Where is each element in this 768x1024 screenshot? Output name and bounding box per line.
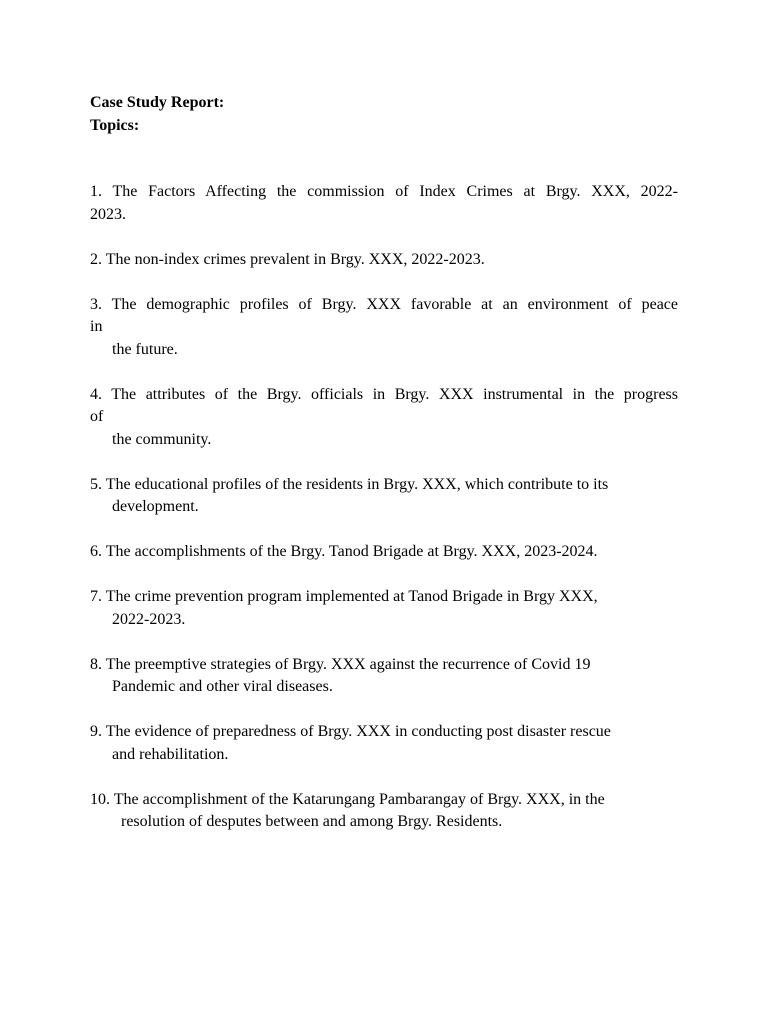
topic-text: in: [90, 318, 103, 335]
topic-text: 5. The educational profiles of the residents in Brgy. XXX, which contribute to its: [90, 475, 609, 493]
topic-text: 7. The crime prevention program implemented at Tanod Brigade in Brgy XXX,: [90, 588, 598, 605]
topic-text: 1. The Factors Affecting the commission of Index Crimes at Brgy. XXX, 2022-: [90, 183, 678, 200]
topic-text: the community.: [112, 430, 212, 448]
document-title: [90, 92, 678, 137]
topics-heading: Topics:: [90, 116, 140, 134]
topic-item-4: [90, 384, 678, 452]
topic-item-8: [90, 654, 678, 699]
topic-text: 2022-2023.: [112, 610, 186, 628]
topic-text: Pandemic and other viral diseases.: [112, 678, 333, 695]
topic-text: 9. The evidence of preparedness of Brgy. XXX in conducting post disaster rescue: [90, 723, 611, 740]
topic-item-10: [90, 789, 678, 834]
topic-text: of: [90, 408, 104, 425]
topic-text: 8. The preemptive strategies of Brgy. XXX against the recurrence of Covid 19: [90, 655, 591, 673]
topic-text: 3. The demographic profiles of Brgy. XXX favorable at an environment of peace: [90, 295, 678, 313]
topic-text: 2023.: [90, 205, 126, 223]
topic-item-1: [90, 181, 678, 226]
topic-list: [90, 181, 678, 834]
document-page: [90, 92, 678, 856]
title-line: Case Study Report:: [90, 94, 225, 111]
topic-item-5: [90, 474, 678, 519]
topic-text: the future.: [112, 340, 178, 358]
topic-item-2: [90, 249, 678, 272]
topic-text: and rehabilitation.: [112, 745, 229, 763]
topic-item-9: [90, 721, 678, 766]
topic-item-3: [90, 294, 678, 362]
topic-text: 6. The accomplishments of the Brgy. Tanod Brigade at Brgy. XXX, 2023-2024.: [90, 543, 598, 560]
topic-item-6: [90, 541, 678, 564]
topic-item-7: [90, 586, 678, 631]
topic-text: development.: [112, 498, 199, 515]
topic-text: 2. The non-index crimes prevalent in Brgy. XXX, 2022-2023.: [90, 250, 485, 268]
topic-text: 4. The attributes of the Brgy. officials in Brgy. XXX instrumental in the progress: [90, 385, 678, 403]
topic-text: 10. The accomplishment of the Katarungang Pambarangay of Brgy. XXX, in the: [90, 790, 605, 808]
topic-text: resolution of desputes between and among Brgy. Residents.: [121, 813, 503, 830]
